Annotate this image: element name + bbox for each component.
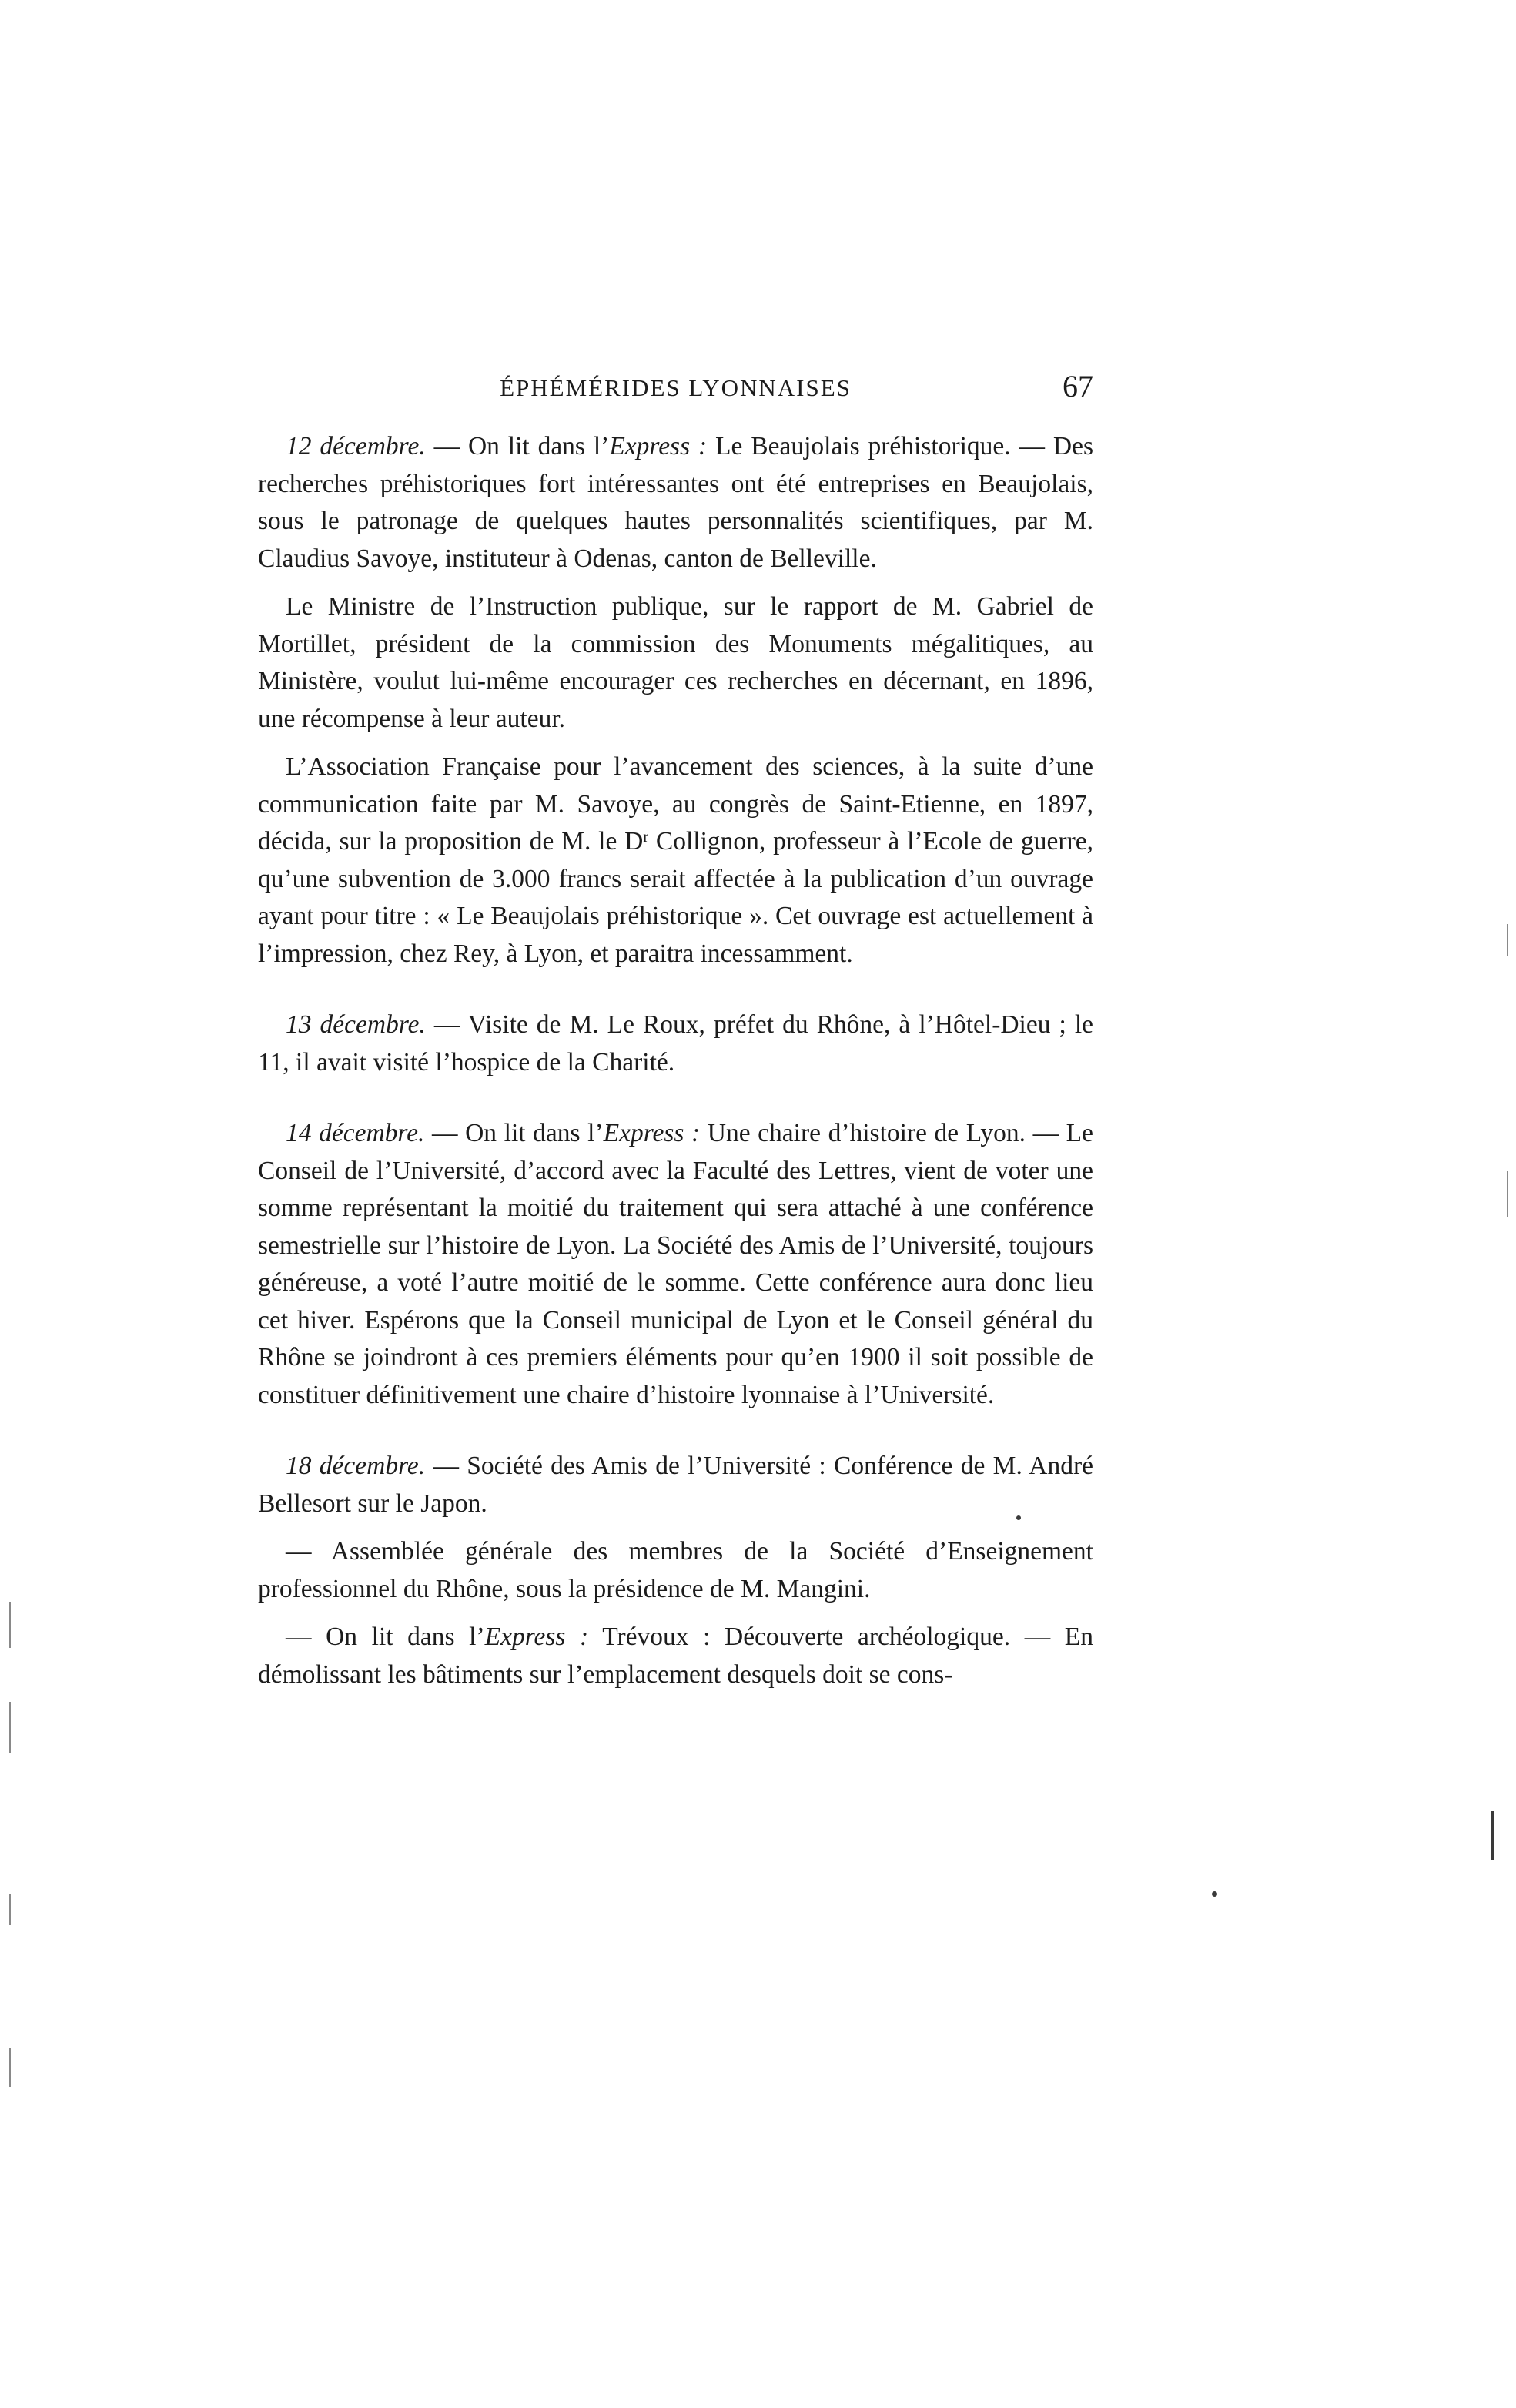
scan-edge-line <box>9 1602 11 1648</box>
entry-text: — On lit dans l’ <box>424 1119 604 1147</box>
entry-text: Le Ministre de l’Instruction publique, sur le rapport de M. Gabriel de Mortillet, président de la commission des Monuments mégalitiques, au Ministère, voulut lui-même encourager ces recherches en décernant, en 1896, une récompense à leur auteur. <box>258 592 1093 733</box>
scan-edge-line <box>9 2048 11 2087</box>
entry-text: — Visite de M. Le Roux, préfet du Rhône, à l’Hôtel-Dieu ; le 11, il avait visité l’hospice de la Charité. <box>258 1010 1093 1077</box>
body-text <box>258 428 1093 1693</box>
entry-12-decembre <box>258 428 1093 578</box>
scan-edge-line <box>1491 1811 1494 1860</box>
entry-text: Le Beaujolais préhistorique. — Des recherches préhistoriques fort intéressantes ont été entreprises en Beaujolais, sous le patronage de quelques hautes personnalités scientifiques, par M. Claudius Savoye, instituteur à Odenas, canton de Belleville. <box>258 432 1094 573</box>
entry-text: — Assemblée générale des membres de la Société d’Enseignement professionnel du Rhône, sous la présidence de M. Mangini. <box>258 1537 1093 1603</box>
paragraph-assemblee <box>258 1533 1093 1608</box>
entry-text: — On lit dans l’ <box>425 432 610 461</box>
entry-date: 12 décembre. <box>286 432 426 461</box>
entry-text: Une chaire d’histoire de Lyon. — Le Conseil de l’Université, d’accord avec la Faculté des Lettres, vient de voter une somme représentant la moitié du traitement qui sera attaché à une conférence semestrielle sur l’histoire de Lyon. La Société des Amis de l’Université, toujours généreuse, a voté l’autre moitié de le somme. Cette conférence aura donc lieu cet hiver. Espérons que la Conseil municipal de Lyon et le Conseil général du Rhône se joindront à ces premiers éléments pour qu’en 1900 il soit possible de constituer définitivement une chaire d’histoire lyonnaise à l’Université. <box>258 1119 1093 1409</box>
entry-18-decembre <box>258 1448 1093 1522</box>
entry-text: Trévoux : Découverte archéologique. — En démolissant les bâtiments sur l’emplacement desquels doit se cons- <box>258 1623 1094 1689</box>
scan-speck <box>1212 1891 1217 1897</box>
entry-date: 18 décembre. <box>286 1452 426 1480</box>
entry-14-decembre <box>258 1115 1093 1414</box>
scan-edge-line <box>1507 1171 1508 1217</box>
page-number: 67 <box>1063 369 1093 404</box>
entry-date: 14 décembre. <box>286 1119 425 1147</box>
scan-speck <box>1016 1515 1021 1520</box>
entry-text: Collignon, professeur à l’Ecole de guerre, qu’une subvention de 3.000 francs serait affectée à la publication d’un ouvrage ayant pour titre : « Le Beaujolais préhistorique ». Cet ouvrage est actuellement à l’impression, chez Rey, à Lyon, et paraitra incessamment. <box>258 827 1093 968</box>
entry-13-decembre <box>258 1006 1093 1081</box>
entry-text: L’Association Française pour l’avancement des sciences, à la suite d’une communication faite par M. Savoye, au congrès de Saint-Etienne, en 1897, décida, sur la proposition de M. le D <box>258 752 1093 856</box>
entry-text: — On lit dans l’ <box>286 1623 485 1651</box>
running-title: ÉPHÉMÉRIDES LYONNAISES <box>500 374 852 401</box>
scan-edge-line <box>1507 924 1508 956</box>
entry-text: — Société des Amis de l’Université : Conférence de M. André Bellesort sur le Japon. <box>258 1452 1093 1518</box>
entry-date: 13 décembre. <box>286 1010 426 1039</box>
paragraph-association <box>258 749 1093 973</box>
scan-edge-line <box>9 1702 11 1753</box>
newspaper-title: Express : <box>484 1623 589 1651</box>
paragraph-trevoux <box>258 1619 1093 1693</box>
newspaper-title: Express : <box>603 1119 701 1147</box>
newspaper-title: Express : <box>609 432 708 461</box>
scan-edge-line <box>9 1894 11 1925</box>
superscript-r: r <box>643 828 649 846</box>
paragraph-ministre <box>258 588 1093 738</box>
running-header <box>258 368 1093 414</box>
